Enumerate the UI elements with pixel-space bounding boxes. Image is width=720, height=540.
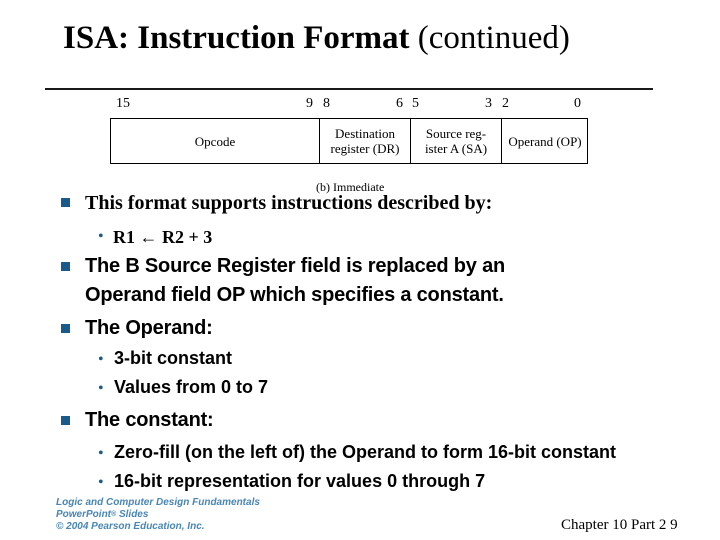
bullet-operand: The Operand:	[85, 317, 213, 339]
bit-number-15: 15	[116, 96, 130, 111]
field-sa-line2: ister A (SA)	[424, 141, 488, 156]
sub-bullet-16bit-representation: 16-bit representation for values 0 through 7	[114, 471, 486, 491]
bit-number-3: 3	[485, 96, 492, 111]
bit-number-8: 8	[323, 96, 330, 111]
field-source-register-a	[411, 119, 501, 163]
sub-bullet-dot-icon: •	[98, 445, 104, 462]
title-divider	[45, 88, 653, 90]
bullet-format-supports: This format supports instructions described by:	[85, 192, 493, 214]
format-caption: (b) Immediate	[316, 180, 385, 194]
field-opcode	[111, 119, 319, 163]
slide-title	[63, 20, 570, 57]
title-continued: (continued)	[417, 20, 570, 56]
sub-bullet-rtl-example: R1 ← R2 + 3	[113, 227, 213, 247]
bullet-constant: The constant:	[85, 409, 214, 431]
sub-bullet-values-range: Values from 0 to 7	[114, 377, 269, 397]
footer-book-title: Logic and Computer Design Fundamentals	[56, 497, 260, 508]
bullet-square-icon	[61, 198, 70, 207]
sub-bullet-3bit-constant: 3-bit constant	[114, 348, 233, 368]
sub-bullet-dot-icon: •	[98, 351, 104, 368]
footer-publisher: © 2004 Pearson Education, Inc.	[56, 521, 205, 532]
bit-number-6: 6	[396, 96, 403, 111]
sub-bullet-dot-icon: •	[98, 474, 104, 491]
bullet-square-icon	[61, 262, 70, 271]
field-opcode-label: Opcode	[194, 133, 236, 149]
footer-copyright	[56, 497, 260, 533]
sub-bullet-dot-icon: •	[98, 228, 104, 245]
title-main: ISA: Instruction Format	[63, 20, 410, 56]
bullet-square-icon	[61, 324, 70, 333]
bullet-square-icon	[61, 416, 70, 425]
instruction-format-diagram	[110, 118, 588, 164]
field-operand-label: Operand (OP)	[508, 133, 582, 149]
field-destination-register	[320, 119, 410, 163]
bullet-b-source-line1: The B Source Register field is replaced by an	[85, 255, 506, 277]
bit-number-0: 0	[574, 96, 581, 111]
sub-bullet-dot-icon: •	[98, 380, 104, 397]
field-sa-line1: Source reg-	[425, 126, 487, 141]
bit-number-9: 9	[306, 96, 313, 111]
field-dr-line2: register (DR)	[330, 141, 400, 156]
bullet-b-source-line2: Operand field OP which specifies a constant.	[85, 284, 504, 306]
footer-powerpoint: PowerPoint® Slides	[56, 509, 149, 520]
field-operand	[502, 119, 588, 163]
bit-number-5: 5	[412, 96, 419, 111]
field-dr-line1: Destination	[335, 126, 395, 141]
sub-bullet-zero-fill: Zero-fill (on the left of) the Operand to form 16-bit constant	[114, 442, 616, 462]
footer-page-number: Chapter 10 Part 2 9	[561, 517, 678, 533]
bit-number-2: 2	[502, 96, 509, 111]
